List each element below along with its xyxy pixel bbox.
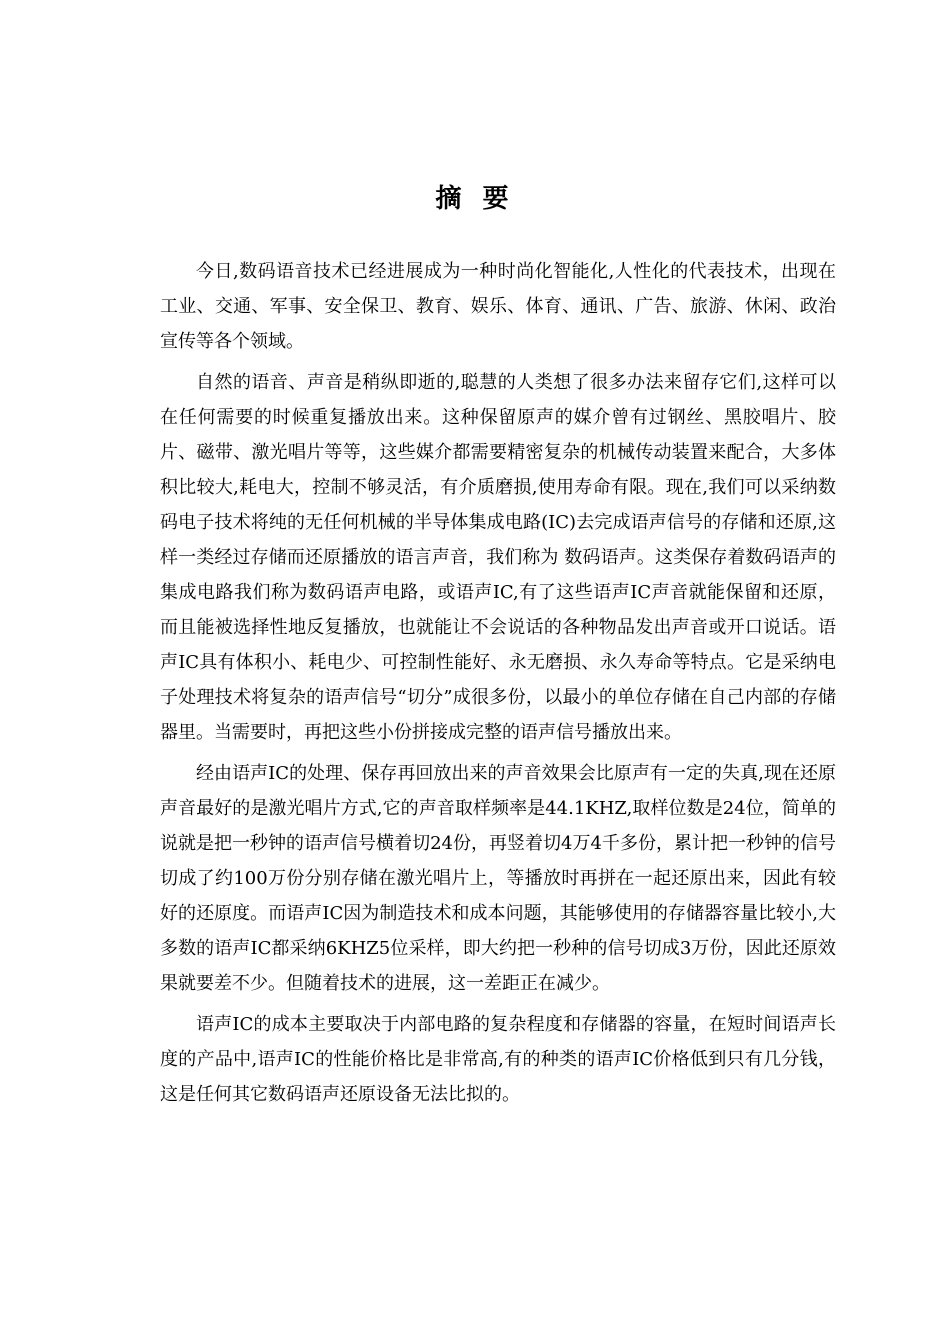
page-title: 摘 要 [435, 184, 515, 214]
abstract-body [160, 254, 836, 1118]
paragraph-2: 自然的语音、声音是稍纵即逝的,聪慧的人类想了很多办法来留存它们,这样可以在任何需要的时候重复播放出来。这种保留原声的媒介曾有过钢丝、黑胶唱片、胶片、磁带、激光唱片等等，这些媒介都需要精密复杂的机械传动装置来配合，大多体积比较大,耗电大，控制不够灵活，有介质磨损,使用寿命有限。现在,我们可以采纳数码电子技术将纯的无任何机械的半导体集成电路(IC)去完成语声信号的存储和还原,这样一类经过存储而还原播放的语言声音，我们称为 数码语声。这类保存着数码语声的集成电路我们称为数码语声电路，或语声IC,有了这些语声IC声音就能保留和还原，而且能被选择性地反复播放，也就能让不会说话的各种物品发出声音或开口说话。语声IC具有体积小、耗电少、可控制性能好、永无磨损、永久寿命等特点。它是采纳电子处理技术将复杂的语声信号“切分”成很多份，以最小的单位存储在自己内部的存储器里。当需要时，再把这些小份拼接成完整的语声信号播放出来。 [160, 372, 836, 743]
paragraph-3: 经由语声IC的处理、保存再回放出来的声音效果会比原声有一定的失真,现在还原声音最好的是激光唱片方式,它的声音取样频率是44.1KHZ,取样位数是24位，简单的说就是把一秒钟的语声信号横着切24份，再竖着切4万4千多份，累计把一秒钟的信号切成了约100万份分别存储在激光唱片上，等播放时再拼在一起还原出来，因此有较好的还原度。而语声IC因为制造技术和成本问题，其能够使用的存储器容量比较小,大多数的语声IC都采纳6KHZ5位采样，即大约把一秒种的信号切成3万份，因此还原效果就要差不少。但随着技术的进展，这一差距正在减少。 [160, 763, 836, 994]
paragraph-1: 今日,数码语音技术已经进展成为一种时尚化智能化,人性化的代表技术，出现在工业、交通、军事、安全保卫、教育、娱乐、体育、通讯、广告、旅游、休闲、政治宣传等各个领域。 [160, 261, 836, 352]
paragraph-4: 语声IC的成本主要取决于内部电路的复杂程度和存储器的容量，在短时间语声长度的产品中,语声IC的性能价格比是非常高,有的种类的语声IC价格低到只有几分钱，这是任何其它数码语声还原设备无法比拟的。 [160, 1014, 836, 1105]
